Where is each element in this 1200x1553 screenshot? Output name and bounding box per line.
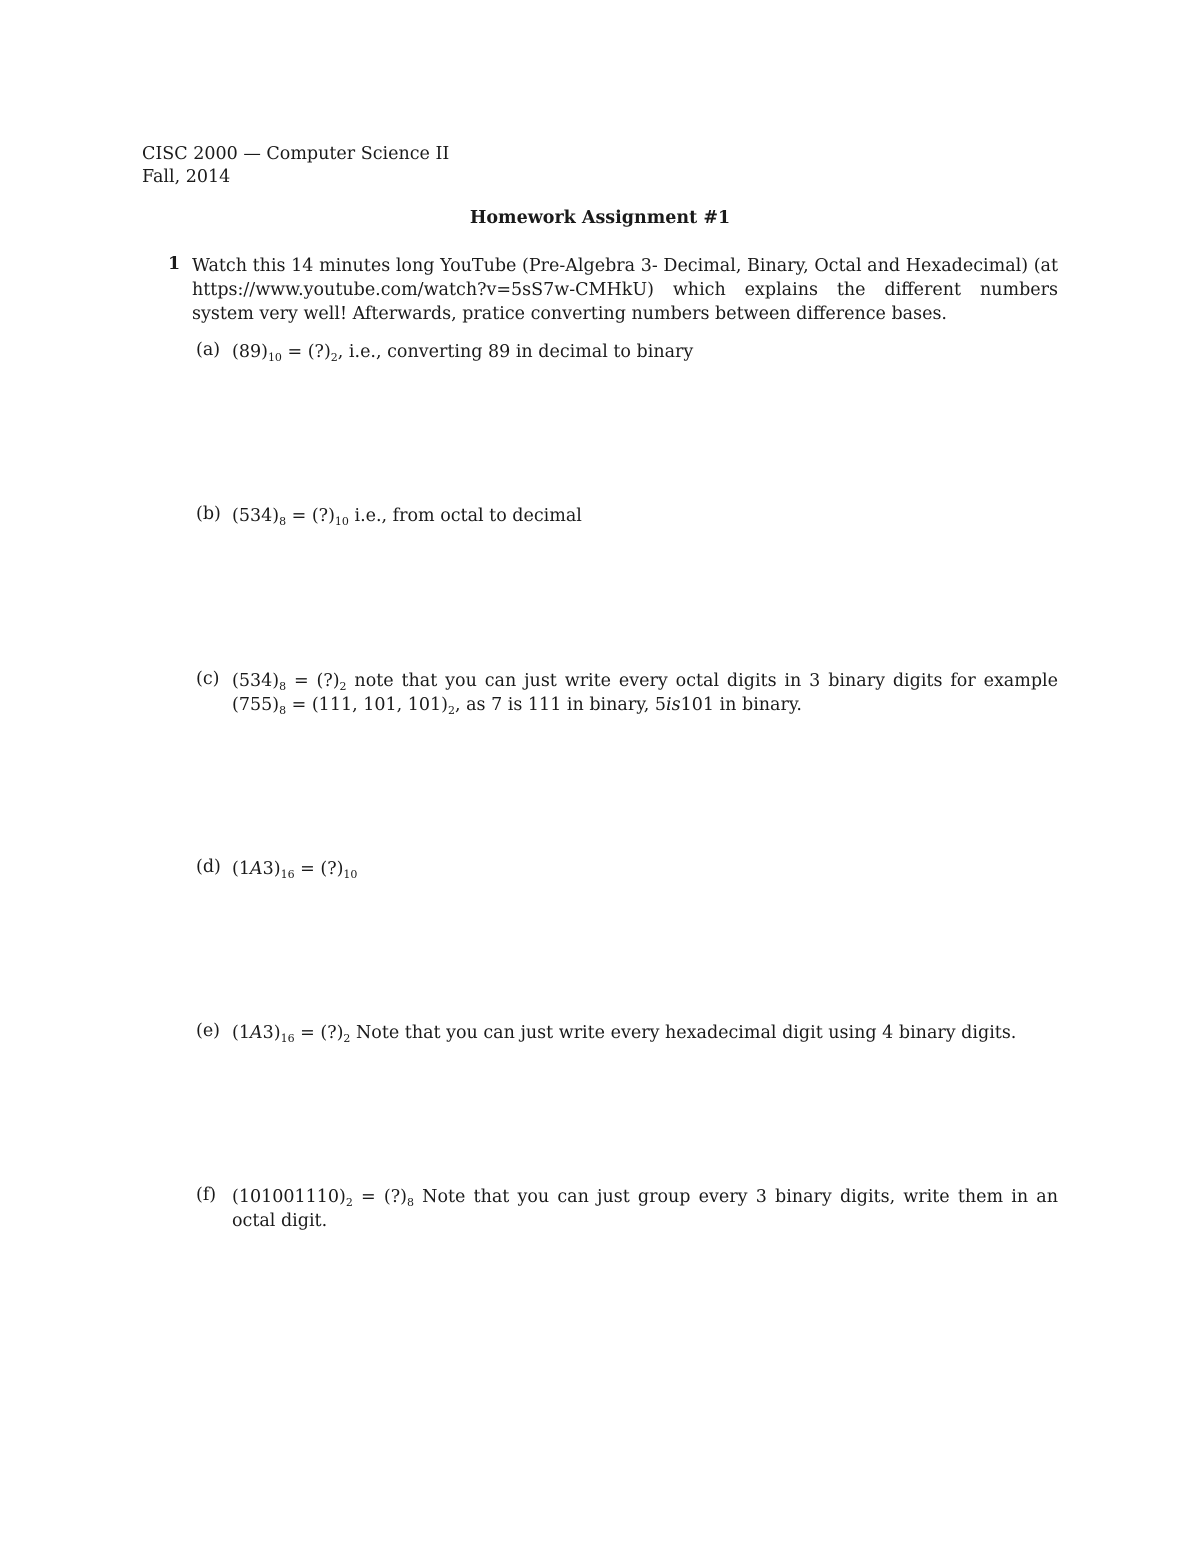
item-e-rhs-base: 2 [343, 1032, 351, 1045]
item-c-example-italic: is [666, 695, 681, 715]
assignment-title: Homework Assignment #1 [469, 208, 731, 228]
item-b-label: (b) [196, 504, 221, 524]
item-a-text: , i.e., converting 89 in decimal to binary [337, 342, 694, 362]
item-c-example-rhs-base: 2 [447, 704, 455, 717]
item-c-label: (c) [196, 669, 220, 689]
item-c-text: note that you can just write every octal digits in 3 binary digits for example [346, 671, 1058, 691]
item-b-lhs: (534) [232, 506, 280, 526]
item-f-eq: = [352, 1187, 384, 1207]
item-a-lhs-base: 10 [267, 351, 282, 364]
item-f-lhs: (101001110) [232, 1187, 346, 1207]
item-c-eq: = [286, 671, 317, 691]
item-e-lhs-italic: A [249, 1023, 263, 1043]
item-d-rhs-base: 10 [343, 868, 358, 881]
item-b [232, 504, 1058, 528]
item-d-label: (d) [196, 857, 221, 877]
item-d-lhs-base: 16 [280, 868, 295, 881]
problem-text: Watch this 14 minutes long YouTube (Pre-Algebra 3- Decimal, Binary, Octal and Hexadecimal) (at https://www.youtube.com/watch?v=5sS7w-CMHkU) which explains the different numbers system very well! Afterwards, pratice converting numbers between difference bases. [192, 256, 1058, 324]
item-c-example-lhs: (755) [232, 695, 280, 715]
item-a [232, 340, 1058, 364]
item-f-rhs: (?) [383, 1187, 407, 1207]
item-e-eq: = [294, 1023, 321, 1043]
item-b-lhs-base: 8 [279, 515, 287, 528]
item-d-rhs: (?) [320, 859, 344, 879]
item-e-label: (e) [196, 1021, 221, 1041]
item-b-rhs-base: 10 [334, 515, 349, 528]
problem-number: 1 [168, 254, 181, 274]
item-f-label: (f) [196, 1185, 217, 1205]
item-f-lhs-base: 2 [345, 1196, 353, 1209]
item-c-lhs-base: 8 [279, 680, 287, 693]
item-b-rhs: (?) [311, 506, 335, 526]
item-f [232, 1185, 1058, 1233]
item-d [232, 857, 1058, 881]
item-d-eq: = [294, 859, 321, 879]
item-d-lhs: (1 [232, 859, 250, 879]
item-e-text: Note that you can just write every hexadecimal digit using 4 binary digits. [350, 1023, 1017, 1043]
item-e-lhs-base: 16 [280, 1032, 295, 1045]
item-d-lhs-end: 3) [262, 859, 281, 879]
item-e [232, 1021, 1058, 1045]
item-f-text: Note that you can just group every 3 binary digits, write them in an octal digit. [232, 1187, 1058, 1231]
item-c-rhs: (?) [316, 671, 340, 691]
course-title: CISC 2000 — Computer Science II [142, 144, 450, 164]
item-a-label: (a) [196, 340, 221, 360]
item-e-lhs: (1 [232, 1023, 250, 1043]
item-b-text: i.e., from octal to decimal [348, 506, 582, 526]
item-c [232, 669, 1058, 717]
item-e-lhs-end: 3) [262, 1023, 281, 1043]
item-c-example-lhs-base: 8 [279, 704, 287, 717]
item-a-rhs: (?) [307, 342, 331, 362]
item-f-rhs-base: 8 [406, 1196, 414, 1209]
item-c-example-text1: , as 7 is 111 in binary, 5 [454, 695, 667, 715]
item-c-rhs-base: 2 [339, 680, 347, 693]
item-a-eq: = [281, 342, 308, 362]
item-b-eq: = [286, 506, 312, 526]
item-c-example-eq: = [286, 695, 312, 715]
item-c-example-text2: 101 in binary. [680, 695, 802, 715]
item-c-lhs: (534) [232, 671, 280, 691]
item-a-rhs-base: 2 [330, 351, 338, 364]
item-d-lhs-italic: A [249, 859, 263, 879]
course-term: Fall, 2014 [142, 167, 231, 187]
item-c-example-rhs: (111, 101, 101) [311, 695, 448, 715]
item-a-lhs: (89) [232, 342, 268, 362]
item-e-rhs: (?) [320, 1023, 344, 1043]
